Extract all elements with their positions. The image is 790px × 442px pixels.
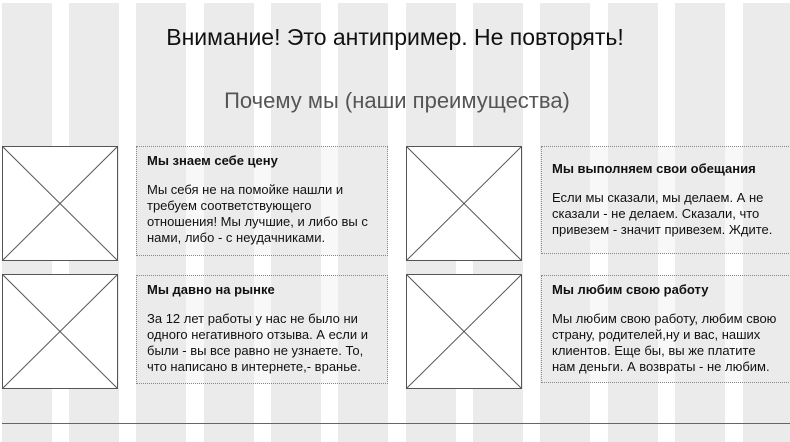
feature-heading: Мы любим свою работу (552, 282, 709, 297)
divider (2, 423, 790, 424)
image-placeholder-icon (407, 275, 521, 388)
feature-card (136, 275, 388, 384)
image-placeholder-icon (3, 147, 117, 260)
feature-text: За 12 лет работы у нас не было ни одного негативного отзыва. А если и были - вы все равно не узнаете. То, что написано в интернете,- вранье. (147, 311, 369, 374)
feature-card (541, 146, 790, 254)
section-subtitle (0, 88, 790, 114)
image-placeholder-icon (407, 147, 521, 260)
section-subtitle-text: Почему мы (наши преимущества) (224, 88, 570, 113)
image-placeholder (2, 274, 118, 389)
feature-heading: Мы знаем себе цену (147, 153, 278, 168)
feature-text: Мы любим свою работу, любим свою страну, родителей,ну и вас, наших клиентов. Еще бы, вы же платите нам деньги. А возвраты - не любим. (552, 311, 777, 374)
feature-heading: Мы выполняем свои обещания (552, 161, 756, 176)
image-placeholder (406, 274, 522, 389)
feature-heading: Мы давно на рынке (147, 282, 275, 297)
image-placeholder (2, 146, 118, 261)
image-placeholder (406, 146, 522, 261)
image-placeholder-icon (3, 275, 117, 388)
feature-text: Мы себя не на помойке нашли и требуем соответствующего отношения! Мы лучшие, и либо вы с нами, либо - с неудачниками. (147, 182, 368, 245)
page-title: Внимание! Это антипример. Не повторять! (166, 24, 624, 50)
feature-card (136, 146, 388, 256)
feature-text: Если мы сказали, мы делаем. А не сказали - не делаем. Сказали, что привезем - значит привезем. Ждите. (552, 190, 773, 237)
feature-card (541, 275, 790, 383)
